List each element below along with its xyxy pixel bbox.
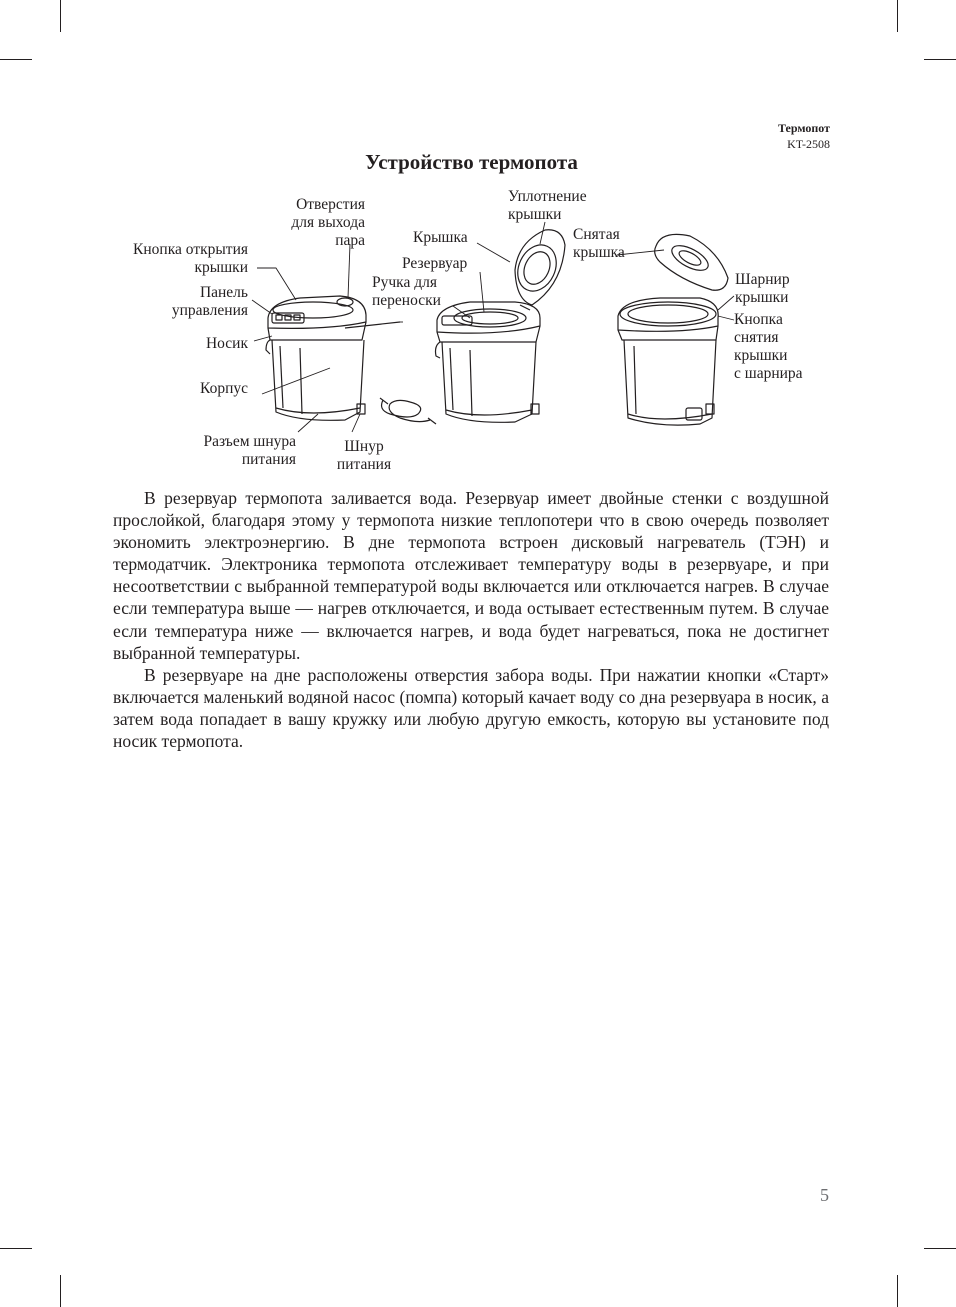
body-text <box>113 487 829 752</box>
power-cord-drawing <box>380 398 436 424</box>
label-control-panel: Панель управления <box>171 284 248 319</box>
label-lid: Крышка <box>413 229 468 246</box>
crop-mark <box>924 1248 956 1249</box>
crop-mark <box>897 1275 898 1307</box>
label-power-cord: Шнур питания <box>336 438 392 473</box>
label-power-connector: Разъем шнура питания <box>203 433 296 468</box>
label-removed-lid: Снятая крышка <box>573 226 625 261</box>
paragraph: В резервуар термопота заливается вода. Резервуар имеет двойные стенки с воздушной прослойкой, благодаря этому у термопота низкие теплопотери что в свою очередь позволяет экономить электроэнергию. В дне термопота встроен дисковый нагреватель (ТЭН) и термодатчик. Электроника термопота отслеживает температуру воды в резервуаре, и при несоответствии с выбранной температурой воды включается или отключается нагрев. В случае если температура выше — нагрев отключается, и вода остывает естественным путем. В случае если температура ниже — включается нагрев, и вода будет нагреваться, пока не достигнет выбранной температуры. <box>113 488 829 663</box>
label-lid-hinge: Шарнир крышки <box>735 271 790 306</box>
header-model: KT-2508 <box>787 137 830 151</box>
header-product: Термопот <box>777 121 830 135</box>
crop-mark <box>0 1248 32 1249</box>
label-hinge-release-button: Кнопка снятия крышки с шарнира <box>734 311 803 382</box>
thermopot-lid-removed-drawing <box>618 234 728 425</box>
thermopot-diagram <box>0 0 956 480</box>
label-spout: Носик <box>205 335 248 352</box>
section-title: Устройство термопота <box>365 150 578 174</box>
label-carry-handle: Ручка для переноски <box>372 274 441 309</box>
thermopot-closed-drawing <box>266 296 400 420</box>
page-number: 5 <box>820 1185 829 1205</box>
label-lid-seal: Уплотнение крышки <box>508 188 587 223</box>
label-reservoir: Резервуар <box>402 255 468 272</box>
label-housing: Корпус <box>200 380 248 397</box>
label-steam-holes: Отверстия для выхода пара <box>291 196 365 249</box>
crop-mark <box>60 1275 61 1307</box>
paragraph: В резервуаре на дне расположены отверстия забора воды. При нажатии кнопки «Старт» включается маленький водяной насос (помпа) который качает воду со дна резервуара в носик, а затем вода попадает в вашу кружку или любую другую емкость, которую вы установите под носик термопота. <box>113 664 829 752</box>
label-lid-open-button: Кнопка открытия крышки <box>133 241 248 276</box>
